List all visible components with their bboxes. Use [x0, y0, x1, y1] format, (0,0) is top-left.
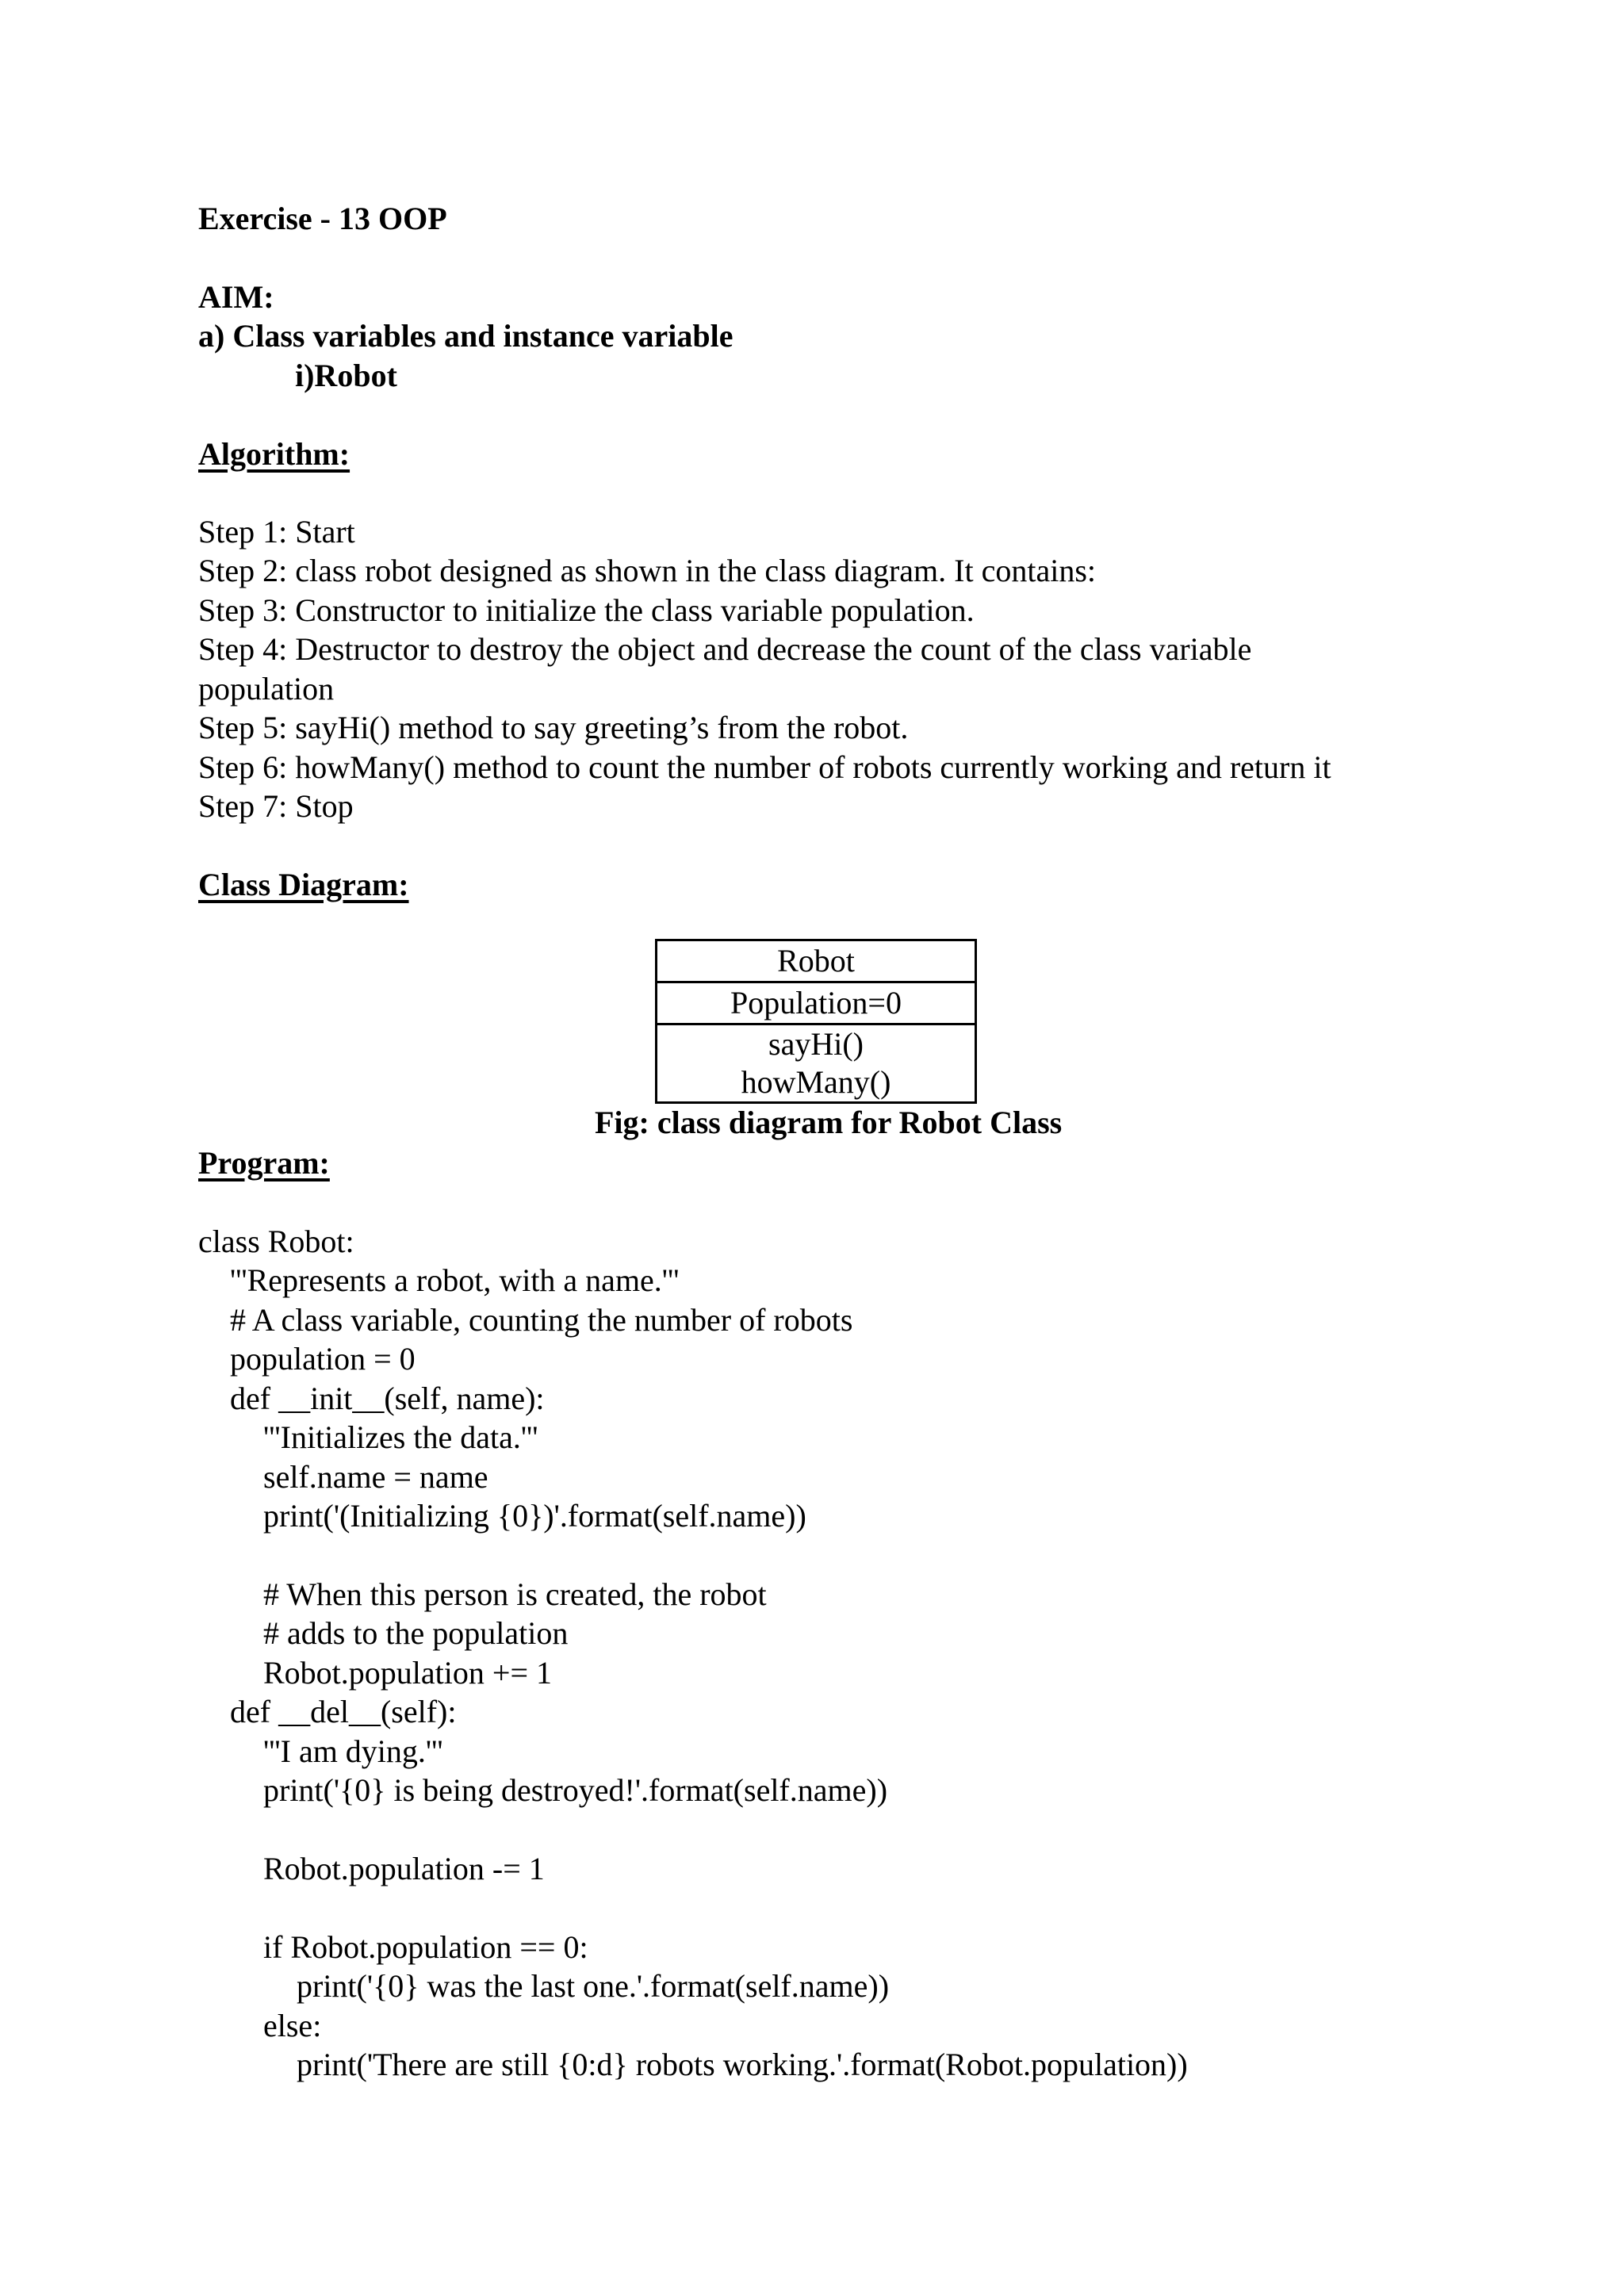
aim-subtitle: a) Class variables and instance variable: [198, 318, 733, 354]
algorithm-step: Step 2: class robot designed as shown in the class diagram. It contains:: [198, 553, 1097, 588]
code-line: else:: [263, 2008, 322, 2043]
code-line: def __del__(self):: [230, 1694, 457, 1729]
uml-method: howMany(): [741, 1064, 891, 1100]
code-line: self.name = name: [263, 1459, 488, 1495]
class-diagram-heading: Class Diagram:: [198, 867, 409, 902]
figure-caption: Fig: class diagram for Robot Class: [595, 1105, 1063, 1140]
algorithm-step: Step 5: sayHi() method to say greeting’s from the robot.: [198, 710, 909, 745]
code-line: print('{0} is being destroyed!'.format(self.name)): [263, 1772, 888, 1808]
code-line: print('(Initializing {0})'.format(self.name)): [263, 1498, 806, 1534]
uml-methods: [657, 1023, 975, 1101]
algorithm-heading: Algorithm:: [198, 436, 350, 472]
aim-item: i)Robot: [295, 358, 397, 393]
code-line: population = 0: [230, 1341, 416, 1377]
code-line: '''Represents a robot, with a name.''': [230, 1262, 680, 1298]
algorithm-step: Step 4: Destructor to destroy the object and decrease the count of the class variable: [198, 631, 1252, 667]
program-heading: Program:: [198, 1145, 330, 1181]
code-line: Robot.population -= 1: [263, 1851, 545, 1886]
code-line: # When this person is created, the robot: [263, 1576, 767, 1612]
code-line: class Robot:: [198, 1224, 354, 1259]
algorithm-step: Step 7: Stop: [198, 788, 354, 824]
algorithm-step: Step 1: Start: [198, 514, 355, 550]
aim-label: AIM:: [198, 279, 274, 315]
exercise-title: Exercise - 13 OOP: [198, 201, 447, 236]
algorithm-step: Step 6: howMany() method to count the number of robots currently working and return it: [198, 749, 1331, 785]
uml-attribute: Population=0: [657, 981, 975, 1023]
code-line: print('{0} was the last one.'.format(self.name)): [297, 1968, 890, 2004]
uml-method: sayHi(): [768, 1026, 864, 1062]
code-line: # adds to the population: [263, 1615, 569, 1651]
code-line: def __init__(self, name):: [230, 1381, 545, 1416]
code-line: Robot.population += 1: [263, 1655, 553, 1691]
code-line: '''I am dying.''': [263, 1733, 443, 1769]
uml-class-box: [655, 939, 977, 1104]
code-line: if Robot.population == 0:: [263, 1929, 588, 1965]
algorithm-step: Step 3: Constructor to initialize the class variable population.: [198, 592, 975, 628]
code-line: print('There are still {0:d} robots working.'.format(Robot.population)): [297, 2047, 1188, 2082]
code-line: # A class variable, counting the number of robots: [230, 1302, 853, 1338]
algorithm-step: population: [198, 671, 335, 707]
code-line: '''Initializes the data.''': [263, 1419, 538, 1455]
uml-class-name: Robot: [777, 943, 855, 978]
